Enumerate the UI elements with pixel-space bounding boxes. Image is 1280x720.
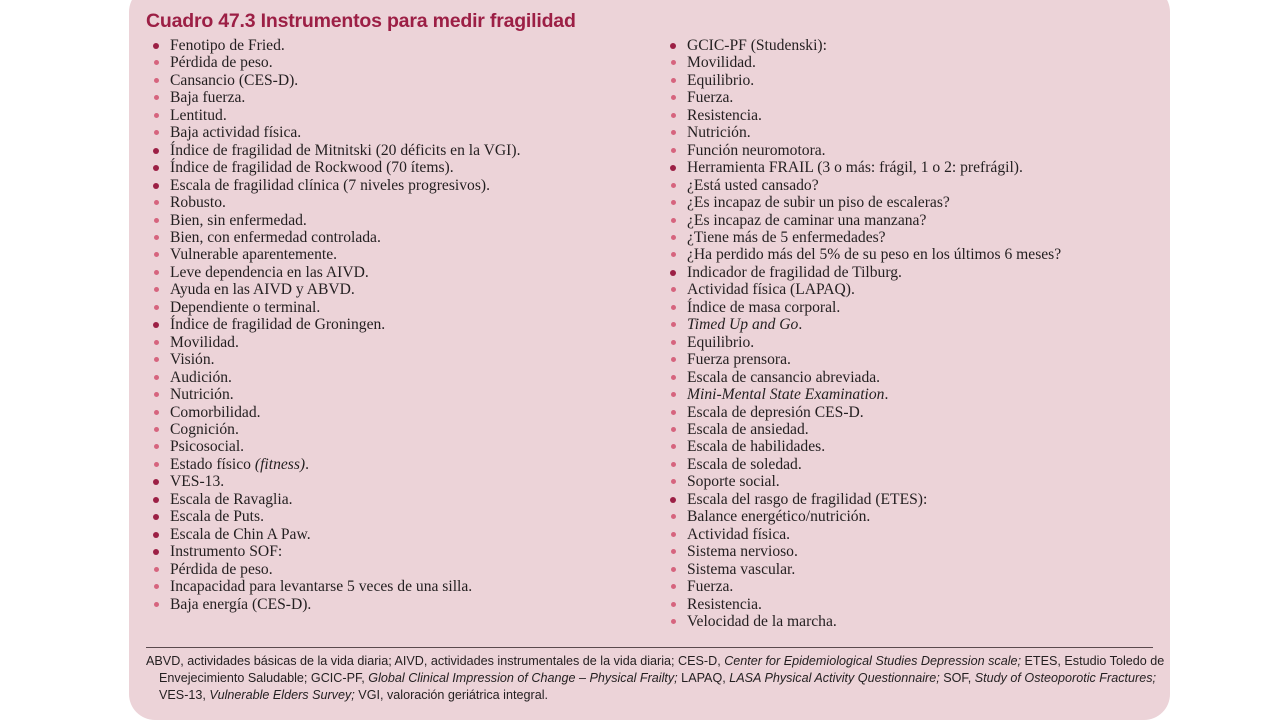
sub-bullet-icon xyxy=(154,95,159,100)
sublist-item xyxy=(670,54,1160,71)
sub-bullet-icon xyxy=(671,95,676,100)
sublist-item-text: ¿Ha perdido más del 5% de su peso en los últimos 6 meses? xyxy=(687,246,1062,264)
sub-bullet-icon xyxy=(154,270,159,275)
list-item xyxy=(670,264,1160,281)
sublist-container xyxy=(153,561,623,613)
sublist-item xyxy=(670,72,1160,89)
sublist-item xyxy=(670,473,1160,490)
sublist-item-suffix: . xyxy=(798,316,803,334)
sublist-item xyxy=(153,456,623,473)
list-item xyxy=(153,491,623,508)
sublist xyxy=(153,194,623,316)
sub-bullet-icon xyxy=(671,218,676,223)
sublist-item xyxy=(153,54,623,71)
list-item xyxy=(153,142,623,159)
sublist-item xyxy=(153,351,623,368)
sub-bullet-icon xyxy=(154,567,159,572)
sublist-item xyxy=(670,561,1160,578)
sublist-item xyxy=(670,229,1160,246)
sub-bullet-icon xyxy=(671,514,676,519)
sublist-container xyxy=(670,281,1160,490)
sublist-item-text: Visión. xyxy=(170,351,215,369)
footnote-italic-segment: LASA Physical Activity Questionnaire; xyxy=(729,671,940,685)
sublist-item-text: ¿Está usted cansado? xyxy=(687,176,819,194)
sublist-item-text: Índice de masa corporal. xyxy=(687,298,841,316)
sublist-item-text: Equilibrio. xyxy=(687,71,755,89)
sub-bullet-icon xyxy=(154,444,159,449)
list-item-text: Escala de fragilidad clínica (7 niveles progresivos). xyxy=(170,176,490,194)
sub-bullet-icon xyxy=(154,357,159,362)
sub-bullet-icon xyxy=(671,584,676,589)
sublist-item xyxy=(670,596,1160,613)
sublist-item-text: Sistema nervioso. xyxy=(687,543,798,561)
sublist-item-text: Psicosocial. xyxy=(170,438,245,456)
sublist-item-text: Lentitud. xyxy=(170,106,227,124)
sublist-item xyxy=(153,421,623,438)
sublist-item xyxy=(670,142,1160,159)
sub-bullet-icon xyxy=(671,60,676,65)
sub-bullet-icon xyxy=(671,427,676,432)
sub-bullet-icon xyxy=(671,183,676,188)
sub-bullet-icon xyxy=(154,340,159,345)
list-item xyxy=(670,159,1160,176)
bullet-icon xyxy=(153,479,159,485)
list-item-text: Herramienta FRAIL (3 o más: frágil, 1 o 2: prefrágil). xyxy=(687,159,1023,177)
sublist-item-text: Resistencia. xyxy=(687,595,762,613)
sublist-item-text: Bien, con enfermedad controlada. xyxy=(170,228,381,246)
bullet-icon xyxy=(153,532,159,538)
sublist-item-text: Fuerza. xyxy=(687,89,734,107)
sub-bullet-icon xyxy=(671,78,676,83)
sublist-item xyxy=(153,299,623,316)
list-item-text: Escala de Ravaglia. xyxy=(170,490,293,508)
sublist-item-text: ¿Tiene más de 5 enfermedades? xyxy=(687,228,886,246)
sub-bullet-icon xyxy=(154,287,159,292)
sublist xyxy=(670,54,1160,159)
sublist-container xyxy=(670,54,1160,159)
sublist-item xyxy=(670,386,1160,403)
sub-bullet-icon xyxy=(154,130,159,135)
sublist xyxy=(670,177,1160,264)
sublist-item xyxy=(153,229,623,246)
sublist-item xyxy=(670,526,1160,543)
bullet-icon xyxy=(153,514,159,520)
sublist-item-text: ¿Es incapaz de caminar una manzana? xyxy=(687,211,927,229)
sublist-item xyxy=(153,72,623,89)
footnote-segment: LAPAQ, xyxy=(677,671,730,685)
sublist-item-text: Pérdida de peso. xyxy=(170,54,273,72)
sub-bullet-icon xyxy=(154,410,159,415)
sublist-item xyxy=(153,212,623,229)
sublist-item xyxy=(670,212,1160,229)
list-item-text: Índice de fragilidad de Mitnitski (20 déficits en la VGI). xyxy=(170,141,521,159)
bullet-icon xyxy=(153,148,159,154)
sublist-item xyxy=(670,281,1160,298)
sub-bullet-icon xyxy=(154,60,159,65)
sub-bullet-icon xyxy=(671,462,676,467)
sublist-item xyxy=(670,508,1160,525)
sub-bullet-icon xyxy=(154,200,159,205)
bullet-icon xyxy=(153,549,159,555)
sublist-item-italic-text: Mini-Mental State Examination xyxy=(687,386,885,404)
footnote-segment: VES-13, xyxy=(159,688,210,702)
sub-bullet-icon xyxy=(671,287,676,292)
sublist-item xyxy=(153,334,623,351)
sub-bullet-icon xyxy=(671,305,676,310)
sublist-item-text: Pérdida de peso. xyxy=(170,560,273,578)
sublist-item-text: Ayuda en las AIVD y ABVD. xyxy=(170,281,355,299)
sublist-item-text: Cansancio (CES-D). xyxy=(170,71,299,89)
sublist-item-text: Actividad física (LAPAQ). xyxy=(687,281,855,299)
sublist-item-text: Comorbilidad. xyxy=(170,403,261,421)
list-item xyxy=(153,159,623,176)
sub-bullet-icon xyxy=(671,410,676,415)
sublist-container xyxy=(670,177,1160,264)
sublist-item xyxy=(670,316,1160,333)
list-item xyxy=(153,316,623,333)
sublist-item-italic-text: (fitness) xyxy=(254,455,306,473)
sublist-item-text: Escala de ansiedad. xyxy=(687,420,809,438)
bullet-icon xyxy=(670,165,676,171)
sublist-item-text: Estado físico xyxy=(170,455,255,473)
bullet-icon xyxy=(670,270,676,276)
sub-bullet-icon xyxy=(671,148,676,153)
sublist-item-text: Robusto. xyxy=(170,194,226,212)
sublist-item xyxy=(670,613,1160,630)
sublist-item xyxy=(153,578,623,595)
sublist-item xyxy=(670,107,1160,124)
sublist xyxy=(153,561,623,613)
bullet-icon xyxy=(153,165,159,171)
sub-bullet-icon xyxy=(154,78,159,83)
sublist-item xyxy=(153,246,623,263)
sublist-item-text: Incapacidad para levantarse 5 veces de una silla. xyxy=(170,578,473,596)
footnote-italic-segment: Center for Epidemiological Studies Depression scale; xyxy=(724,654,1022,668)
sub-bullet-icon xyxy=(671,532,676,537)
sublist-item-suffix: . xyxy=(305,455,310,473)
sublist-item xyxy=(670,299,1160,316)
sublist-item-text: Nutrición. xyxy=(687,124,751,142)
sublist-item-text: Soporte social. xyxy=(687,473,780,491)
sub-bullet-icon xyxy=(671,235,676,240)
sub-bullet-icon xyxy=(154,113,159,118)
sublist-item xyxy=(153,369,623,386)
footnote-segment: ETES, Estudio Toledo de Envejecimiento Saludable; GCIC-PF, xyxy=(159,654,1165,685)
sublist-item xyxy=(670,351,1160,368)
sublist-item xyxy=(670,456,1160,473)
sub-bullet-icon xyxy=(671,340,676,345)
sublist-item-text: Movilidad. xyxy=(170,333,239,351)
sublist-item xyxy=(670,194,1160,211)
sublist-item xyxy=(670,421,1160,438)
sublist-item xyxy=(153,107,623,124)
sublist-item xyxy=(153,89,623,106)
sublist-item-text: Leve dependencia en las AIVD. xyxy=(170,263,369,281)
list-item xyxy=(153,526,623,543)
sublist-item xyxy=(670,177,1160,194)
box-title: Cuadro 47.3 Instrumentos para medir fragilidad xyxy=(146,10,576,32)
sublist-item-text: Escala de soledad. xyxy=(687,455,802,473)
sub-bullet-icon xyxy=(671,392,676,397)
sub-bullet-icon xyxy=(671,252,676,257)
list-item xyxy=(153,508,623,525)
sublist-item xyxy=(153,404,623,421)
sub-bullet-icon xyxy=(154,235,159,240)
bullet-icon xyxy=(670,497,676,503)
footnote-italic-segment: Vulnerable Elders Survey; xyxy=(209,688,355,702)
sublist-item-text: Actividad física. xyxy=(687,525,791,543)
sub-bullet-icon xyxy=(154,305,159,310)
list-item-text: Índice de fragilidad de Groningen. xyxy=(170,316,386,334)
list-item-text: Fenotipo de Fried. xyxy=(170,37,285,54)
sublist-item xyxy=(670,334,1160,351)
left-column-list xyxy=(153,37,623,613)
list-item-text: Instrumento SOF: xyxy=(170,543,283,561)
list-item-text: Indicador de fragilidad de Tilburg. xyxy=(687,263,902,281)
sub-bullet-icon xyxy=(154,375,159,380)
list-item-text: GCIC-PF (Studenski): xyxy=(687,37,827,54)
bullet-icon xyxy=(153,183,159,189)
sub-bullet-icon xyxy=(671,602,676,607)
sublist-item xyxy=(153,386,623,403)
bullet-icon xyxy=(670,43,676,49)
footnote-segment: ABVD, actividades básicas de la vida diaria; AIVD, actividades instrumentales de la vida diaria; CES-D, xyxy=(146,654,725,668)
sub-bullet-icon xyxy=(154,462,159,467)
sub-bullet-icon xyxy=(671,357,676,362)
right-column-list xyxy=(670,37,1160,630)
sub-bullet-icon xyxy=(671,130,676,135)
sublist xyxy=(670,281,1160,490)
footnote-italic-segment: Global Clinical Impression of Change – Physical Frailty; xyxy=(368,671,678,685)
footnote-segment: VGI, valoración geriátrica integral. xyxy=(354,688,548,702)
list-item xyxy=(670,491,1160,508)
sublist-item-text: Resistencia. xyxy=(687,106,762,124)
footnote xyxy=(146,653,1169,704)
sub-bullet-icon xyxy=(154,392,159,397)
sublist-item-italic-text: Timed Up and Go xyxy=(687,316,799,334)
sublist-item-text: Balance energético/nutrición. xyxy=(687,508,871,526)
sublist-item xyxy=(670,438,1160,455)
footnote-divider xyxy=(146,647,1153,648)
sublist-item-text: Dependiente o terminal. xyxy=(170,298,321,316)
bullet-icon xyxy=(153,497,159,503)
sub-bullet-icon xyxy=(154,584,159,589)
sublist-item xyxy=(670,404,1160,421)
sublist-item xyxy=(153,438,623,455)
sublist-item xyxy=(153,596,623,613)
list-item-text: Índice de fragilidad de Rockwood (70 ítems). xyxy=(170,159,454,177)
sublist xyxy=(153,334,623,474)
sub-bullet-icon xyxy=(154,218,159,223)
sublist-item-text: Función neuromotora. xyxy=(687,141,826,159)
list-item xyxy=(153,543,623,560)
sublist-item xyxy=(153,124,623,141)
sublist-item xyxy=(670,543,1160,560)
sublist-item xyxy=(153,281,623,298)
sublist-container xyxy=(670,508,1160,630)
sub-bullet-icon xyxy=(671,567,676,572)
footnote-italic-segment: Study of Osteoporotic Fractures; xyxy=(974,671,1156,685)
list-item xyxy=(670,37,1160,54)
list-item-text: Escala del rasgo de fragilidad (ETES): xyxy=(687,490,928,508)
bullet-icon xyxy=(153,322,159,328)
bullet-icon xyxy=(153,43,159,49)
sublist-item xyxy=(670,369,1160,386)
sub-bullet-icon xyxy=(671,200,676,205)
sublist-item-text: Escala de depresión CES-D. xyxy=(687,403,864,421)
sub-bullet-icon xyxy=(671,444,676,449)
list-item xyxy=(153,473,623,490)
sublist-item-text: Vulnerable aparentemente. xyxy=(170,246,338,264)
sublist-item xyxy=(153,194,623,211)
sub-bullet-icon xyxy=(671,322,676,327)
sublist-item-text: Cognición. xyxy=(170,420,239,438)
sublist-item-text: Escala de cansancio abreviada. xyxy=(687,368,881,386)
sublist-item-text: Bien, sin enfermedad. xyxy=(170,211,307,229)
sub-bullet-icon xyxy=(671,375,676,380)
sublist-item xyxy=(670,578,1160,595)
sublist-item-text: Velocidad de la marcha. xyxy=(687,612,837,630)
sublist-item xyxy=(670,89,1160,106)
sublist-item-text: Baja energía (CES-D). xyxy=(170,595,312,613)
sublist-item-text: Baja fuerza. xyxy=(170,89,246,107)
sublist-item-text: Equilibrio. xyxy=(687,333,755,351)
sublist-item-text: Nutrición. xyxy=(170,386,234,404)
sublist xyxy=(670,508,1160,630)
sublist-item-text: Fuerza prensora. xyxy=(687,351,791,369)
sub-bullet-icon xyxy=(671,549,676,554)
sub-bullet-icon xyxy=(154,427,159,432)
list-item-text: VES-13. xyxy=(170,473,225,491)
list-item-text: Escala de Chin A Paw. xyxy=(170,525,311,543)
sublist xyxy=(153,54,623,141)
sublist-item xyxy=(153,561,623,578)
sub-bullet-icon xyxy=(671,479,676,484)
sublist-item-suffix: . xyxy=(884,386,889,404)
sub-bullet-icon xyxy=(671,113,676,118)
list-item-text: Escala de Puts. xyxy=(170,508,264,526)
sublist-item-text: Sistema vascular. xyxy=(687,560,796,578)
sublist-item-text: Fuerza. xyxy=(687,578,734,596)
sublist-item-text: Audición. xyxy=(170,368,232,386)
list-item xyxy=(153,177,623,194)
sublist-item xyxy=(670,124,1160,141)
sublist-container xyxy=(153,54,623,141)
sublist-item-text: Movilidad. xyxy=(687,54,756,72)
list-item xyxy=(153,37,623,54)
sub-bullet-icon xyxy=(154,252,159,257)
sub-bullet-icon xyxy=(154,602,159,607)
sublist-item-text: Baja actividad física. xyxy=(170,124,302,142)
sub-bullet-icon xyxy=(671,619,676,624)
sublist-item xyxy=(153,264,623,281)
table-box xyxy=(129,0,1170,720)
footnote-segment: SOF, xyxy=(939,671,975,685)
sublist-container xyxy=(153,194,623,316)
sublist-item xyxy=(670,246,1160,263)
sublist-item-text: Escala de habilidades. xyxy=(687,438,826,456)
sublist-container xyxy=(153,334,623,474)
sublist-item-text: ¿Es incapaz de subir un piso de escaleras? xyxy=(687,194,950,212)
